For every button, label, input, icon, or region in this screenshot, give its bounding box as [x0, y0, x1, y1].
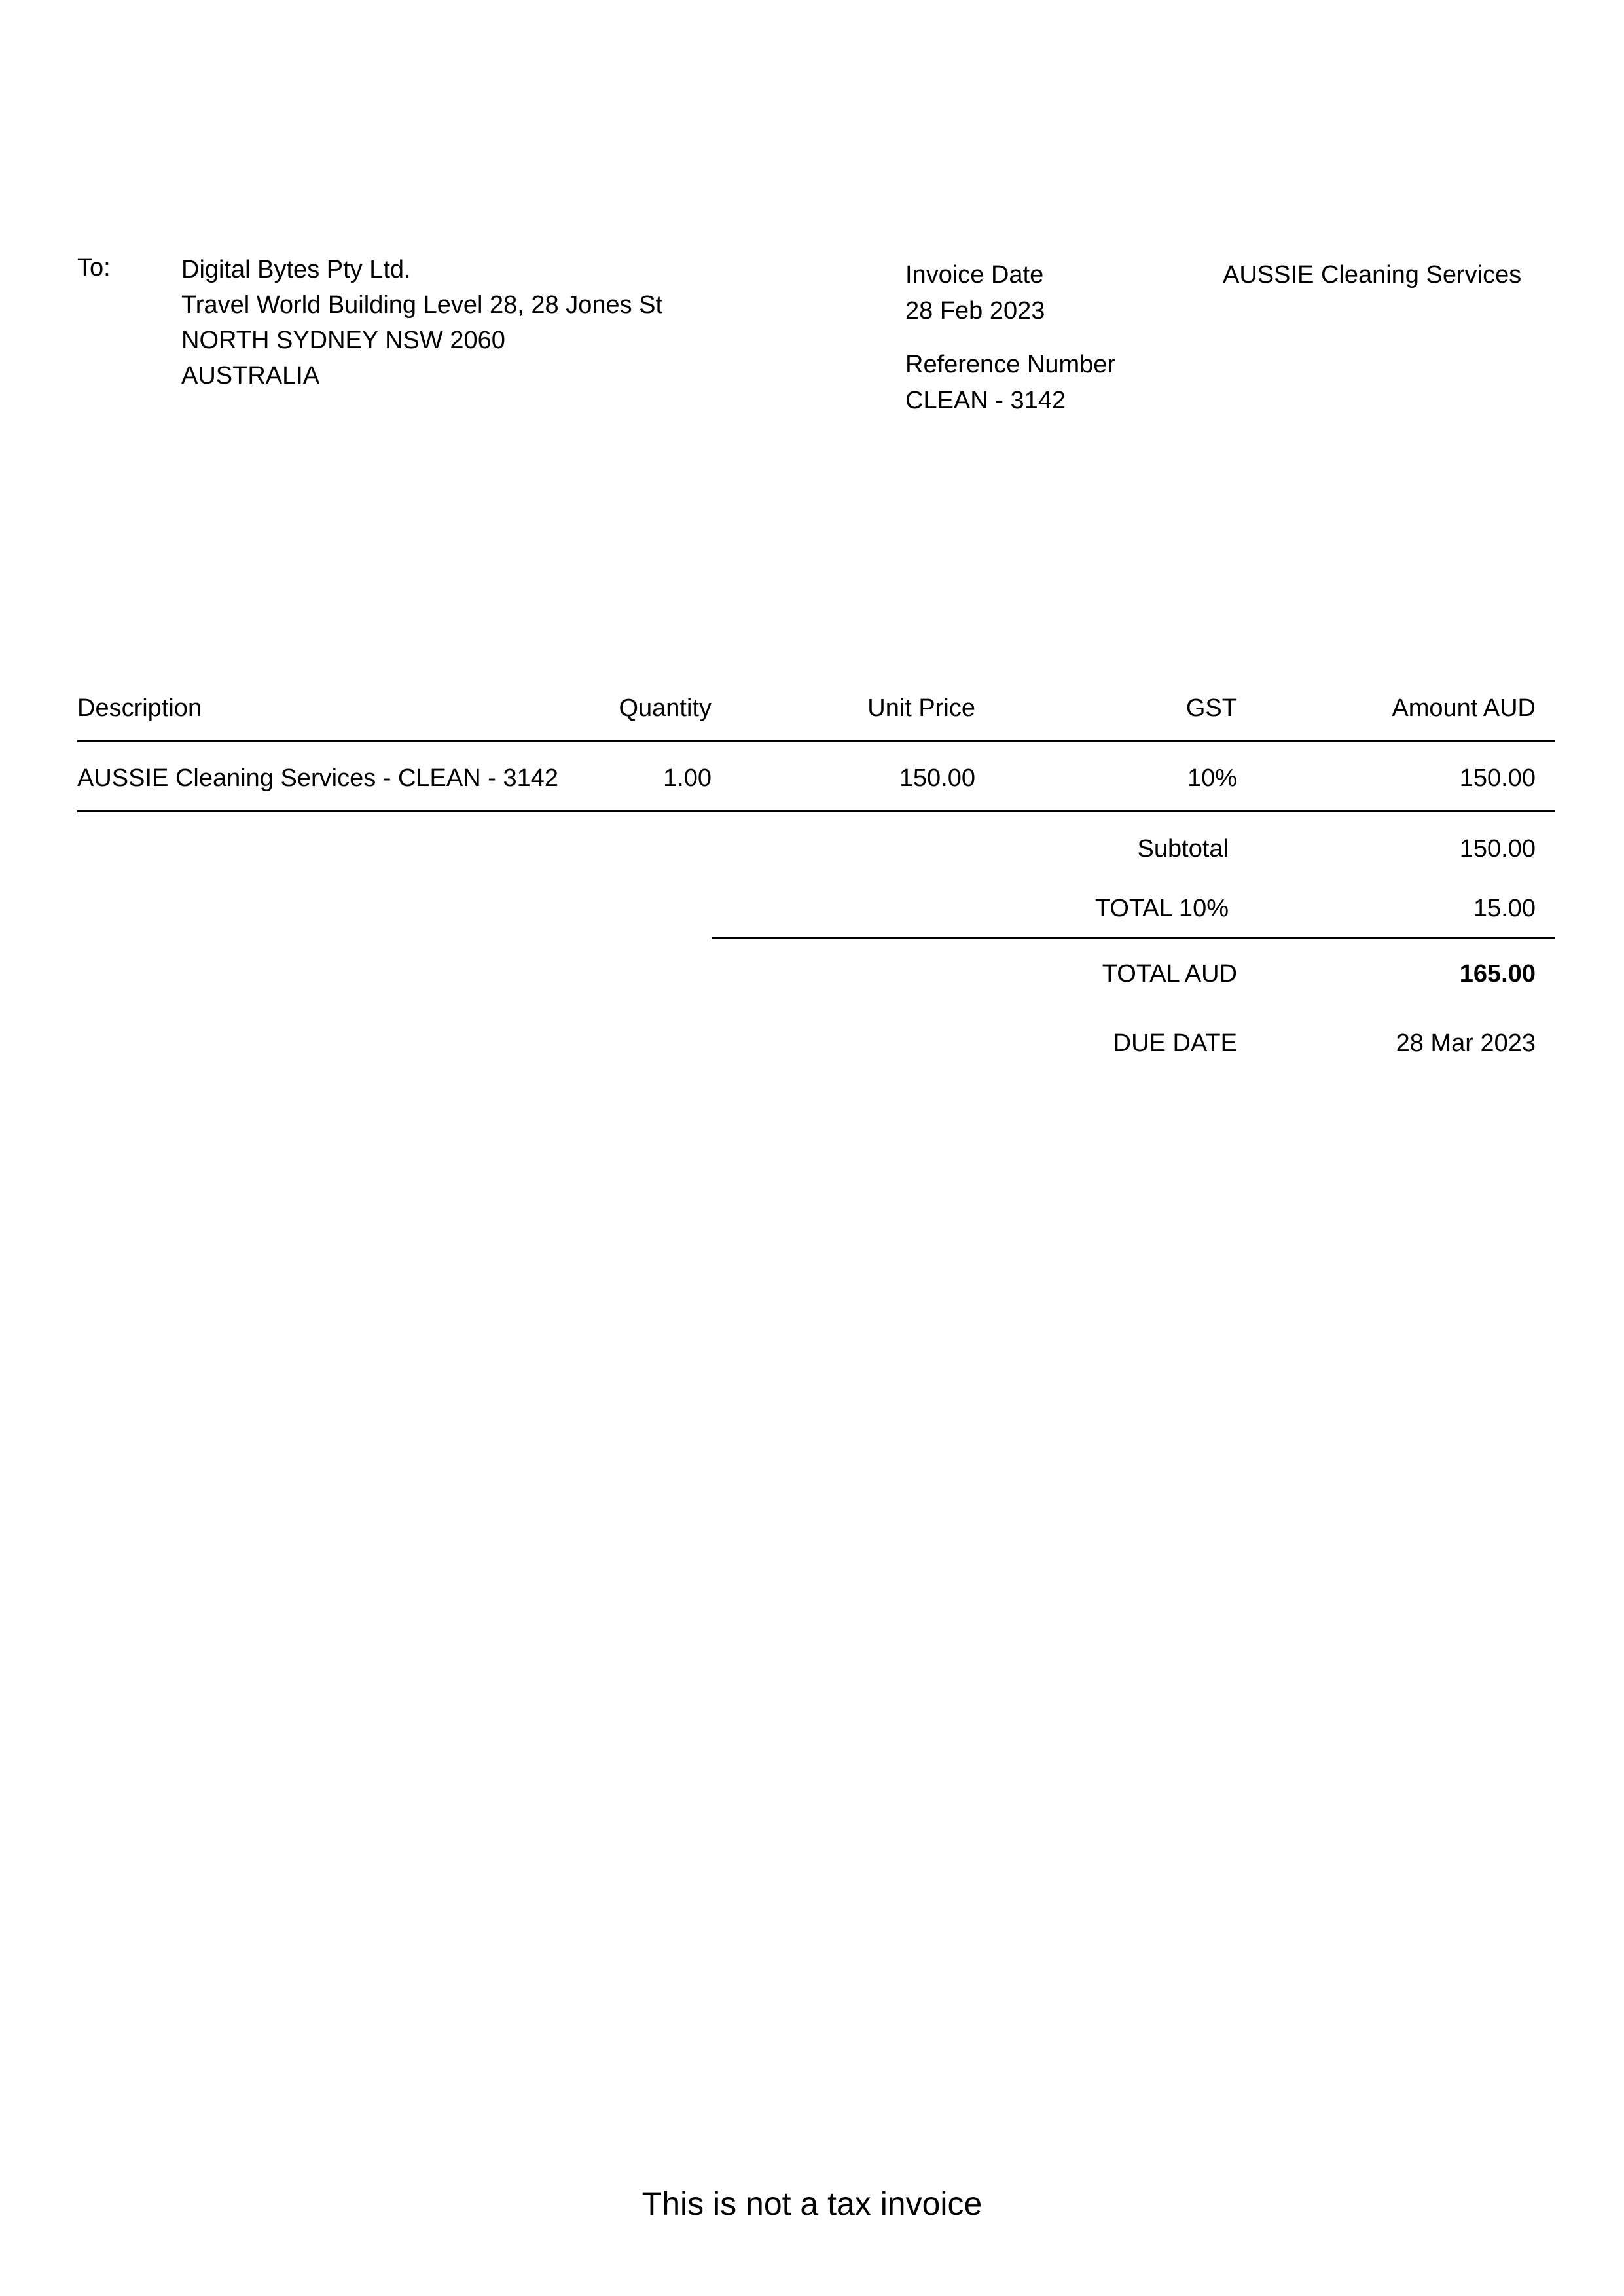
subtotal-label: Subtotal: [1137, 835, 1229, 863]
subtotal-value: 150.00: [1459, 835, 1536, 863]
row-unit-price: 150.00: [899, 764, 975, 792]
header-quantity: Quantity: [619, 694, 712, 722]
reference-number-label: Reference Number: [905, 351, 1116, 378]
recipient-address: [181, 252, 662, 393]
tax-total-label: TOTAL 10%: [1094, 895, 1229, 922]
header-unit-price: Unit Price: [867, 694, 975, 722]
total-aud-value: 165.00: [1459, 960, 1536, 988]
total-aud-label: TOTAL AUD: [1102, 960, 1237, 988]
table-header-divider: [77, 740, 1555, 742]
invoice-date-value: 28 Feb 2023: [905, 297, 1045, 325]
header-amount: Amount AUD: [1392, 694, 1536, 722]
row-description: AUSSIE Cleaning Services - CLEAN - 3142: [77, 764, 558, 792]
reference-number-value: CLEAN - 3142: [905, 387, 1066, 414]
address-line-street: Travel World Building Level 28, 28 Jones St: [181, 291, 663, 319]
address-line-company: Digital Bytes Pty Ltd.: [181, 256, 411, 283]
totals-divider: [712, 937, 1555, 939]
due-date-label: DUE DATE: [1113, 1030, 1237, 1057]
tax-total-value: 15.00: [1473, 895, 1536, 922]
invoice-date-label: Invoice Date: [905, 261, 1044, 289]
row-amount: 150.00: [1459, 764, 1536, 792]
row-gst: 10%: [1187, 764, 1237, 792]
address-line-city: NORTH SYDNEY NSW 2060: [181, 327, 505, 354]
footer-note: This is not a tax invoice: [641, 2185, 983, 2222]
due-date-value: 28 Mar 2023: [1396, 1030, 1536, 1057]
header-gst: GST: [1185, 694, 1237, 722]
to-label: To:: [77, 254, 111, 281]
address-line-country: AUSTRALIA: [181, 362, 320, 389]
row-quantity: 1.00: [663, 764, 712, 792]
header-description: Description: [77, 694, 202, 722]
supplier-name: AUSSIE Cleaning Services: [1223, 261, 1522, 289]
table-row-divider: [77, 810, 1555, 812]
